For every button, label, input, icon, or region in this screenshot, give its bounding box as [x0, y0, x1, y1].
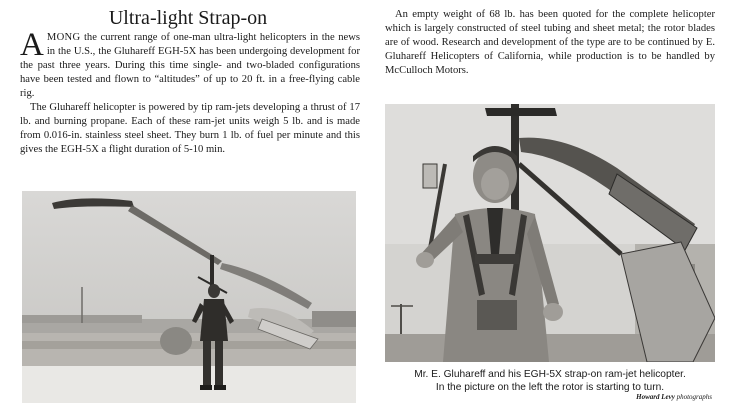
caption-line-1: Mr. E. Gluhareff and his EGH-5X strap-on ram-jet helicopter. [414, 369, 686, 380]
left-text-column [20, 27, 360, 157]
photo-rotor-starting-image [22, 191, 356, 403]
photo-gluhareff-portrait-image [385, 104, 715, 362]
right-text-column [385, 8, 715, 78]
caption-line-2: In the picture on the left the rotor is starting to turn. [435, 382, 665, 393]
photo-rotor-starting [22, 191, 356, 403]
photographer-name: Howard Levy [636, 393, 675, 401]
paragraph-1 [20, 27, 360, 101]
photo-gluhareff-portrait [385, 104, 715, 362]
article-title: Ultra-light Strap-on [108, 7, 268, 29]
paragraph-2: The Gluhareff helicopter is powered by tip ram-jets developing a thrust of 17 lb. and burning propane. Each of these ram-jet units weigh 5 lb. and is made from 0.016-in. stainless steel sheet. They burn 1 lb. of fuel per minute and this gives the EGH-5X a flight duration of 5-10 min. [20, 102, 360, 155]
drop-cap: A [20, 27, 44, 63]
credit-suffix: photographs [676, 393, 712, 401]
paragraph-3: An empty weight of 68 lb. has been quoted for the complete helicopter which is largely constructed of steel tubing and sheet metal; the rotor blades are of wood. Research and development of the type are to be continued by E. Gluhareff Helicopters of California, while production is to be handled by McCulloch Motors. [385, 9, 715, 76]
paragraph-1-text: the current range of one-man ultra-light helicopters in the news in the U.S., the Gluhareff EGH-5X has been undergoing development for the past three years. During this time single- and two-bladed configurations have been tested and flown to “altitudes” of up to 20 ft. in a free-flying cable rig. [20, 32, 360, 99]
photo-credit [560, 393, 712, 401]
photo-caption [385, 368, 715, 394]
lead-in-caps: MONG [46, 32, 81, 43]
